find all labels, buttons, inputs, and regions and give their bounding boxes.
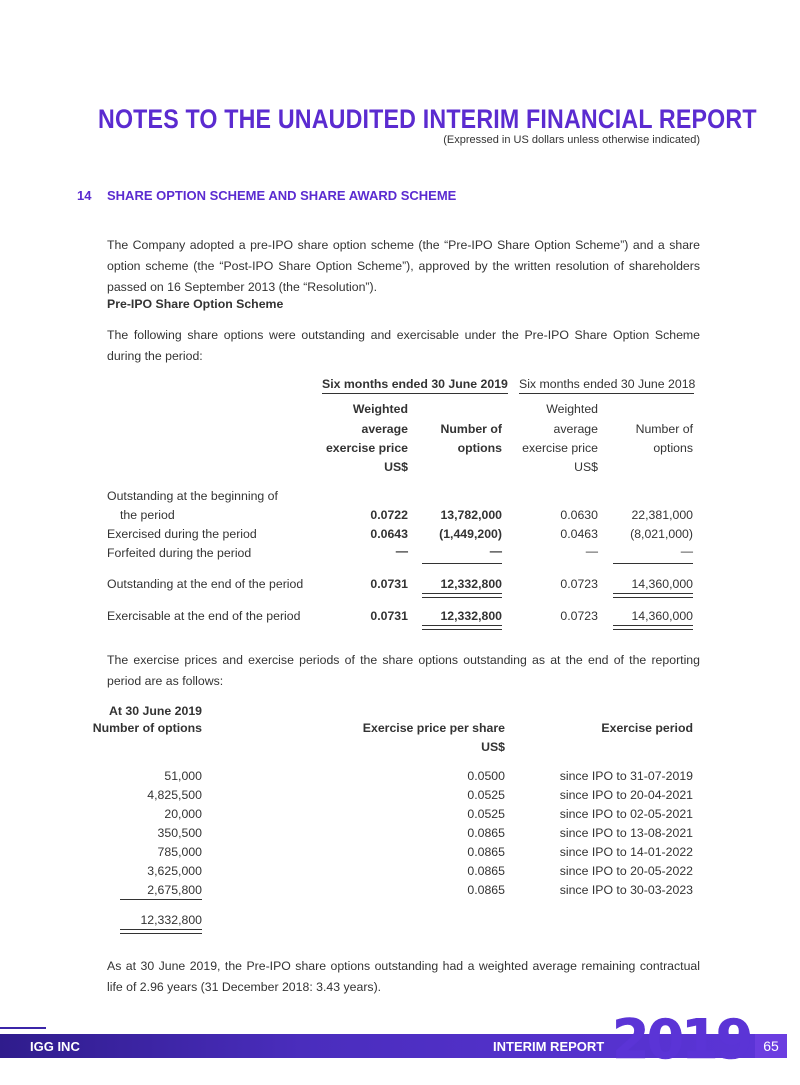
row-exercised-n19: (1,449,200) (439, 527, 502, 541)
row-outstanding-begin-n18: 22,381,000 (631, 508, 693, 522)
subheading-pre-ipo: Pre-IPO Share Option Scheme (107, 297, 284, 311)
t2-row-number: 20,000 (164, 807, 202, 821)
h18-options: options (653, 441, 693, 455)
t2-date-header: At 30 June 2019 (109, 704, 202, 718)
row-exercised-n18: (8,021,000) (630, 527, 693, 541)
period-2018-header: Six months ended 30 June 2018 (519, 377, 696, 391)
t2-row-price: 0.0865 (467, 864, 505, 878)
t2-row-number: 51,000 (164, 769, 202, 783)
h19-weighted: Weighted (352, 402, 408, 416)
section-number: 14 (77, 188, 92, 203)
t2-row-number: 3,625,000 (147, 864, 202, 878)
t2-row-number: 4,825,500 (147, 788, 202, 802)
t2-row-price: 0.0525 (467, 807, 505, 821)
subtotal-line-2018 (613, 563, 693, 564)
row-exercisable-n18: 14,360,000 (631, 609, 693, 623)
t2-subtotal-line (120, 899, 202, 900)
exercisable-line-2018 (613, 625, 693, 630)
t2-period-header: Exercise period (601, 721, 693, 735)
row-outstanding-end-n19: 12,332,800 (440, 577, 502, 591)
h19-average: average (361, 422, 408, 436)
row-outstanding-begin-n19: 13,782,000 (440, 508, 502, 522)
page-subtitle: (Expressed in US dollars unless otherwise indicated) (443, 134, 700, 146)
row-forfeited-p18: — (585, 544, 598, 558)
exercise-intro-paragraph: The exercise prices and exercise periods of the share options outstanding as at the end of the reporting period are as follows: (107, 653, 700, 688)
closing-paragraph: As at 30 June 2019, the Pre-IPO share options outstanding had a weighted average remaining contractual life of 2.96 years (31 December 2018: 3.43 years). (107, 959, 700, 994)
intro-paragraph: The Company adopted a pre-IPO share option scheme (the “Pre-IPO Share Option Scheme”) and a share option scheme (the “Post-IPO Share Option Scheme”), approved by the written resolution of shareholders passed on 16 September 2013 (the “Resolution”). (107, 238, 700, 294)
total-line-2018 (613, 593, 693, 598)
t2-row-period: since IPO to 20-04-2021 (559, 788, 693, 802)
row-exercised-label: Exercised during the period (107, 527, 257, 541)
row-exercised-p18: 0.0463 (560, 527, 598, 541)
t2-row-period: since IPO to 20-05-2022 (559, 864, 693, 878)
footer-report-label: INTERIM REPORT (493, 1039, 605, 1054)
t2-row-price: 0.0500 (467, 769, 505, 783)
row-outstanding-end-p18: 0.0723 (560, 577, 598, 591)
row-exercisable-p19: 0.0731 (370, 609, 408, 623)
total-line-2019 (422, 593, 502, 598)
row-outstanding-end-p19: 0.0731 (370, 577, 408, 591)
h19-usd: US$ (384, 460, 408, 474)
h18-exercise-price: exercise price (522, 441, 598, 455)
h19-number-of: Number of (440, 422, 502, 436)
t2-number-header: Number of options (92, 721, 202, 735)
t2-row-period: since IPO to 31-07-2019 (559, 769, 693, 783)
t2-total-line (120, 929, 202, 934)
exercisable-line-2019 (422, 625, 502, 630)
h18-weighted: Weighted (546, 402, 598, 416)
period-2019-header: Six months ended 30 June 2019 (322, 377, 508, 391)
t2-row-price: 0.0865 (467, 883, 505, 897)
row-exercisable-n19: 12,332,800 (440, 609, 502, 623)
row-outstanding-begin-p18: 0.0630 (560, 508, 598, 522)
h18-average: average (553, 422, 598, 436)
t2-row-period: since IPO to 14-01-2022 (559, 845, 693, 859)
t2-row-number: 785,000 (157, 845, 202, 859)
row-exercisable-label: Exercisable at the end of the period (107, 609, 301, 623)
period-2019-underline (322, 393, 508, 394)
page-title: NOTES TO THE UNAUDITED INTERIM FINANCIAL REPORT (98, 104, 757, 134)
h19-options: options (457, 441, 502, 455)
row-forfeited-label: Forfeited during the period (107, 546, 252, 560)
t2-row-price: 0.0865 (467, 845, 505, 859)
t2-usd-header: US$ (481, 740, 505, 754)
row-exercised-p19: 0.0643 (370, 527, 408, 541)
t2-row-period: since IPO to 30-03-2023 (559, 883, 693, 897)
h18-usd: US$ (574, 460, 598, 474)
row-forfeited-n18: — (680, 544, 693, 558)
footer-year-logo: 2019 (612, 1008, 751, 1071)
t2-row-number: 2,675,800 (147, 883, 202, 897)
t2-row-price: 0.0525 (467, 788, 505, 802)
t2-row-period: since IPO to 13-08-2021 (559, 826, 693, 840)
t2-price-header: Exercise price per share (362, 721, 505, 735)
table-intro-paragraph: The following share options were outstanding and exercisable under the Pre-IPO Share Option Scheme during the period: (107, 328, 700, 363)
h18-number-of: Number of (635, 422, 693, 436)
t2-row-period: since IPO to 02-05-2021 (559, 807, 693, 821)
row-forfeited-p19: — (395, 544, 408, 558)
page-number: 65 (755, 1034, 787, 1058)
h19-exercise-price: exercise price (325, 441, 408, 455)
period-2018-underline (519, 393, 694, 394)
t2-total: 12,332,800 (140, 913, 202, 927)
t2-row-number: 350,500 (157, 826, 202, 840)
row-exercisable-p18: 0.0723 (560, 609, 598, 623)
row-outstanding-end-n18: 14,360,000 (631, 577, 693, 591)
section-title: SHARE OPTION SCHEME AND SHARE AWARD SCHEME (107, 188, 457, 203)
row-outstanding-begin-label2: the period (120, 508, 175, 522)
footer-company: IGG INC (30, 1039, 80, 1054)
row-outstanding-begin-p19: 0.0722 (370, 508, 408, 522)
row-outstanding-begin-label: Outstanding at the beginning of (107, 489, 278, 503)
footer-accent-line (0, 1027, 46, 1029)
row-outstanding-end-label: Outstanding at the end of the period (107, 577, 304, 591)
subtotal-line-2019 (422, 563, 502, 564)
row-forfeited-n19: — (489, 544, 502, 558)
t2-row-price: 0.0865 (467, 826, 505, 840)
